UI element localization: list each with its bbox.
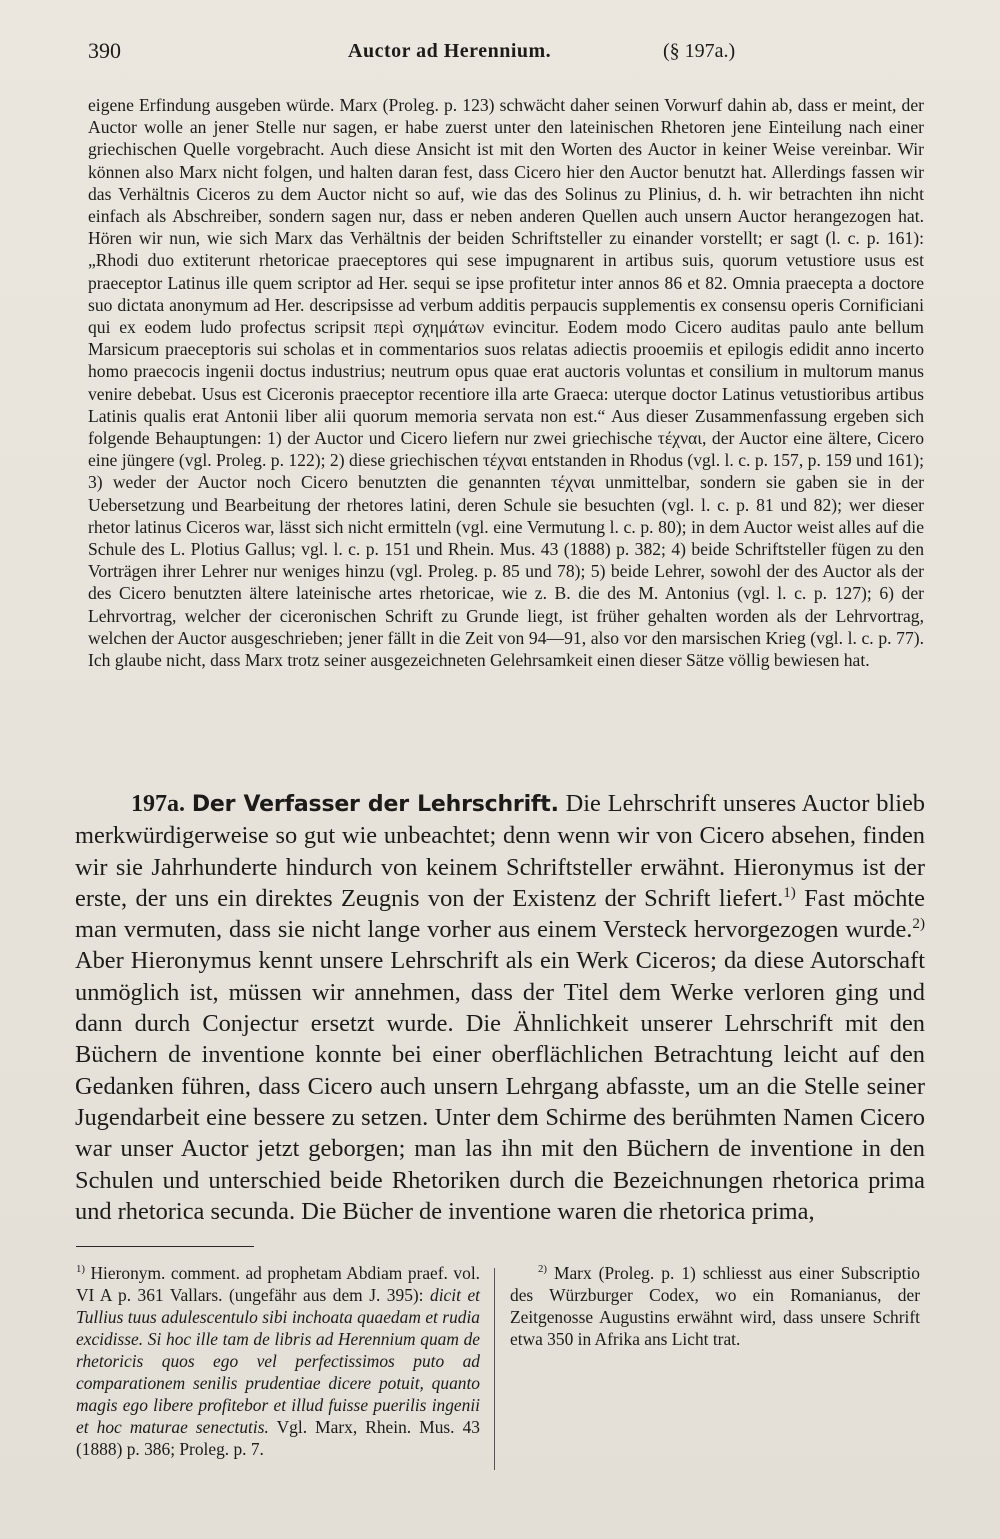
page-header [88, 38, 932, 68]
footnote-1-tail: Vgl. Marx, Rhein. Mus. 43 (1888) p. 386; Proleg. p. 7. [76, 1417, 481, 1459]
footnote-1 [76, 1262, 480, 1460]
footnote-ref-1: 1) [783, 884, 796, 901]
footnote-ref-2: 2) [912, 916, 925, 933]
section-number: 197a. [131, 791, 185, 817]
continuation-text: eigene Erfindung ausgeben würde. Marx (Proleg. p. 123) schwächt daher seinen Vorwurf dahin ab, dass er meint, der Auctor wolle an jener Stelle nur sagen, er habe zuerst unter den lateinischen Rhetoren jene Einteilung nach einer griechischen Quelle vorgebracht. Auch diese Ansicht ist mit den Worten des Auctor in keiner Weise vereinbar. Wir können also Marx nicht folgen, und halten daran fest, dass Cicero hier den Auctor benutzt hat. Allerdings fassen wir das Verhältnis Ciceros zu dem Auctor nicht so auf, wie das des Solinus zu Plinius, d. h. wir betrachten ihn nicht einfach als Abschreiber, sondern sagen nur, dass er neben anderen Quellen auch unsern Auctor herangezogen hat. Hören wir nun, wie sich Marx das Verhältnis der beiden Schriftsteller zu einander vorstellt; er sagt (l. c. p. 161): „Rhodi duo extiterunt rhetoricae praeceptores qui sese impugnarent in artibus suis, quorum vetustiore usus est praeceptor Latinus ille quem scriptor ad Her. sequi se ipse profitetur inter annos 86 et 82. Omnia praecepta a doctore suo dictata anonymum ad Her. descripsisse ad verbum additis perpaucis supplementis ex consensu operis Cornificiani qui ex eodem ludo profectus scripsit περὶ σχημάτων evincitur. Eodem modo Cicero auditas paulo ante bellum Marsicum praeceptoris sui scholas et in commentarios suos relatas adiectis prooemiis et epilogis edidit anno incerto homo praecocis ingenii doctus industrius; neutrum opus quae erat auctoris voluntas et consilium in multorum manus venire debebat. Usus est Ciceronis praeceptor recentiore illa arte Graeca: uterque doctor Latinus vetustioribus artibus Latinis qualis erat Antonii liber alii quorum memoria servata non est.“ Aus dieser Zusammenfassung ergeben sich folgende Behauptungen: 1) der Auctor und Cicero liefern nur zwei griechische τέχναι, der Auctor eine ältere, Cicero eine jüngere (vgl. Proleg. p. 122); 2) diese griechischen τέχναι entstanden in Rhodus (vgl. l. c. p. 157, p. 159 und 161); 3) weder der Auctor noch Cicero benutzten die genannten τέχναι unmittelbar, sondern sie gaben sie in der Uebersetzung und Bearbeitung der rhetores latini, deren Schule sie besuchten (vgl. l. c. p. 81 und 82); wer dieser rhetor latinus Ciceros war, lässt sich nicht ermitteln (vgl. eine Vermutung l. c. p. 80); in dem Auctor weist alles auf die Schule des L. Plotius Gallus; vgl. l. c. p. 151 und Rhein. Mus. 43 (1888) p. 382; 4) beide Schriftsteller fügen zu den Vorträgen ihrer Lehrer nur weniges hinzu (vgl. Proleg. p. 85 und 78); 5) beide Lehrer, sowohl der des Auctor als der des Cicero benutzten ältere lateinische artes rhetoricae, wie z. B. die des M. Antonius (vgl. l. c. p. 127); 6) der Lehrvortrag, welcher der ciceronischen Schrift zu Grunde liegt, ist früher gehalten worden als der Lehrvortrag, welchen der Auctor ausgeschrieben; jener fällt in die Zeit von 94—91, also vor den marsischen Krieg (vgl. l. c. p. 77). Ich glaube nicht, dass Marx trotz seiner ausgezeichneten Gelehrsamkeit einen dieser Sätze völlig bewiesen hat. [88, 95, 924, 671]
footnote-1-marker: 1) [76, 1263, 85, 1276]
footnote-2 [510, 1262, 920, 1350]
page-number: 390 [88, 38, 121, 63]
footnote-column-right [510, 1262, 920, 1350]
section-text-3: Aber Hieronymus kennt unsere Lehrschrift als ein Werk Ciceros; da diese Autorschaft unmöglich ist, müssen wir annehmen, dass der Titel dem Werke verloren ging und dann durch Conjectur ersetzt wurde. Die Ähnlichkeit unserer Lehrschrift mit den Büchern de inventione konnte bei einer oberflächlichen Betrachtung leicht auf den Gedanken führen, dass Cicero auch unsern Lehrgang abfasste, um an die Stelle seiner Jugendarbeit eine bessere zu setzen. Unter dem Schirme des berühmten Namen Cicero war unser Auctor jetzt geborgen; man las ihn mit den Büchern de inventione in den Schulen und unterschied beide Rhetoriken durch die Bezeichnungen rhetorica prima und rhetorica secunda. Die Bücher de inventione waren die rhetorica prima, [75, 947, 925, 1225]
section-heading: Der Verfasser der Lehrschrift. [191, 792, 559, 817]
footnote-1-quote: dicit et Tullius tuus adulescentulo sibi inchoata quaedam et rudia excidisse. Si hoc ille tam de libris ad Herennium quam de rhetoricis quos ego vel perfectissimos puto ad comparationem senilis prudentiae dicere potuit, quanto magis ego libere profitebor et illud fuisse puerilis ingenii et hoc maturae senectutis. [76, 1285, 480, 1437]
footnote-2-marker: 2) [538, 1263, 547, 1276]
footnote-column-divider [494, 1268, 495, 1470]
section-text-2: Fast möchte man vermuten, dass sie nicht lange vorher aus einem Versteck hervorgezogen wurde. [75, 884, 925, 944]
footnote-column-left [76, 1262, 480, 1460]
running-title: Auctor ad Herennium. [348, 40, 552, 62]
section-body [75, 788, 925, 1227]
footnote-1-plain: Hieronym. comment. ad prophetam Abdiam praef. vol. VI A p. 361 Vallars. (ungefähr aus dem J. 395): [76, 1263, 480, 1305]
footnote-rule [76, 1246, 254, 1247]
continuation-paragraph [88, 94, 924, 671]
section-197a [75, 788, 925, 1227]
section-reference: (§ 197a.) [663, 40, 736, 62]
section-text-1: Die Lehrschrift unseres Auctor blieb merkwürdigerweise so gut wie unbeachtet; denn wenn wir von Cicero absehen, finden wir sie Jahrhunderte hindurch von keinem Schriftsteller erwähnt. Hieronymus ist der erste, der uns ein direktes Zeugnis von der Existenz der Schrift liefert. [75, 790, 925, 912]
footnote-2-text: Marx (Proleg. p. 1) schliesst aus einer Subscriptio des Würzburger Codex, wo ein Romanianus, der Zeitgenosse Augustins erwähnt wird, dass unsere Schrift etwa 350 in Afrika ans Licht trat. [510, 1263, 920, 1349]
